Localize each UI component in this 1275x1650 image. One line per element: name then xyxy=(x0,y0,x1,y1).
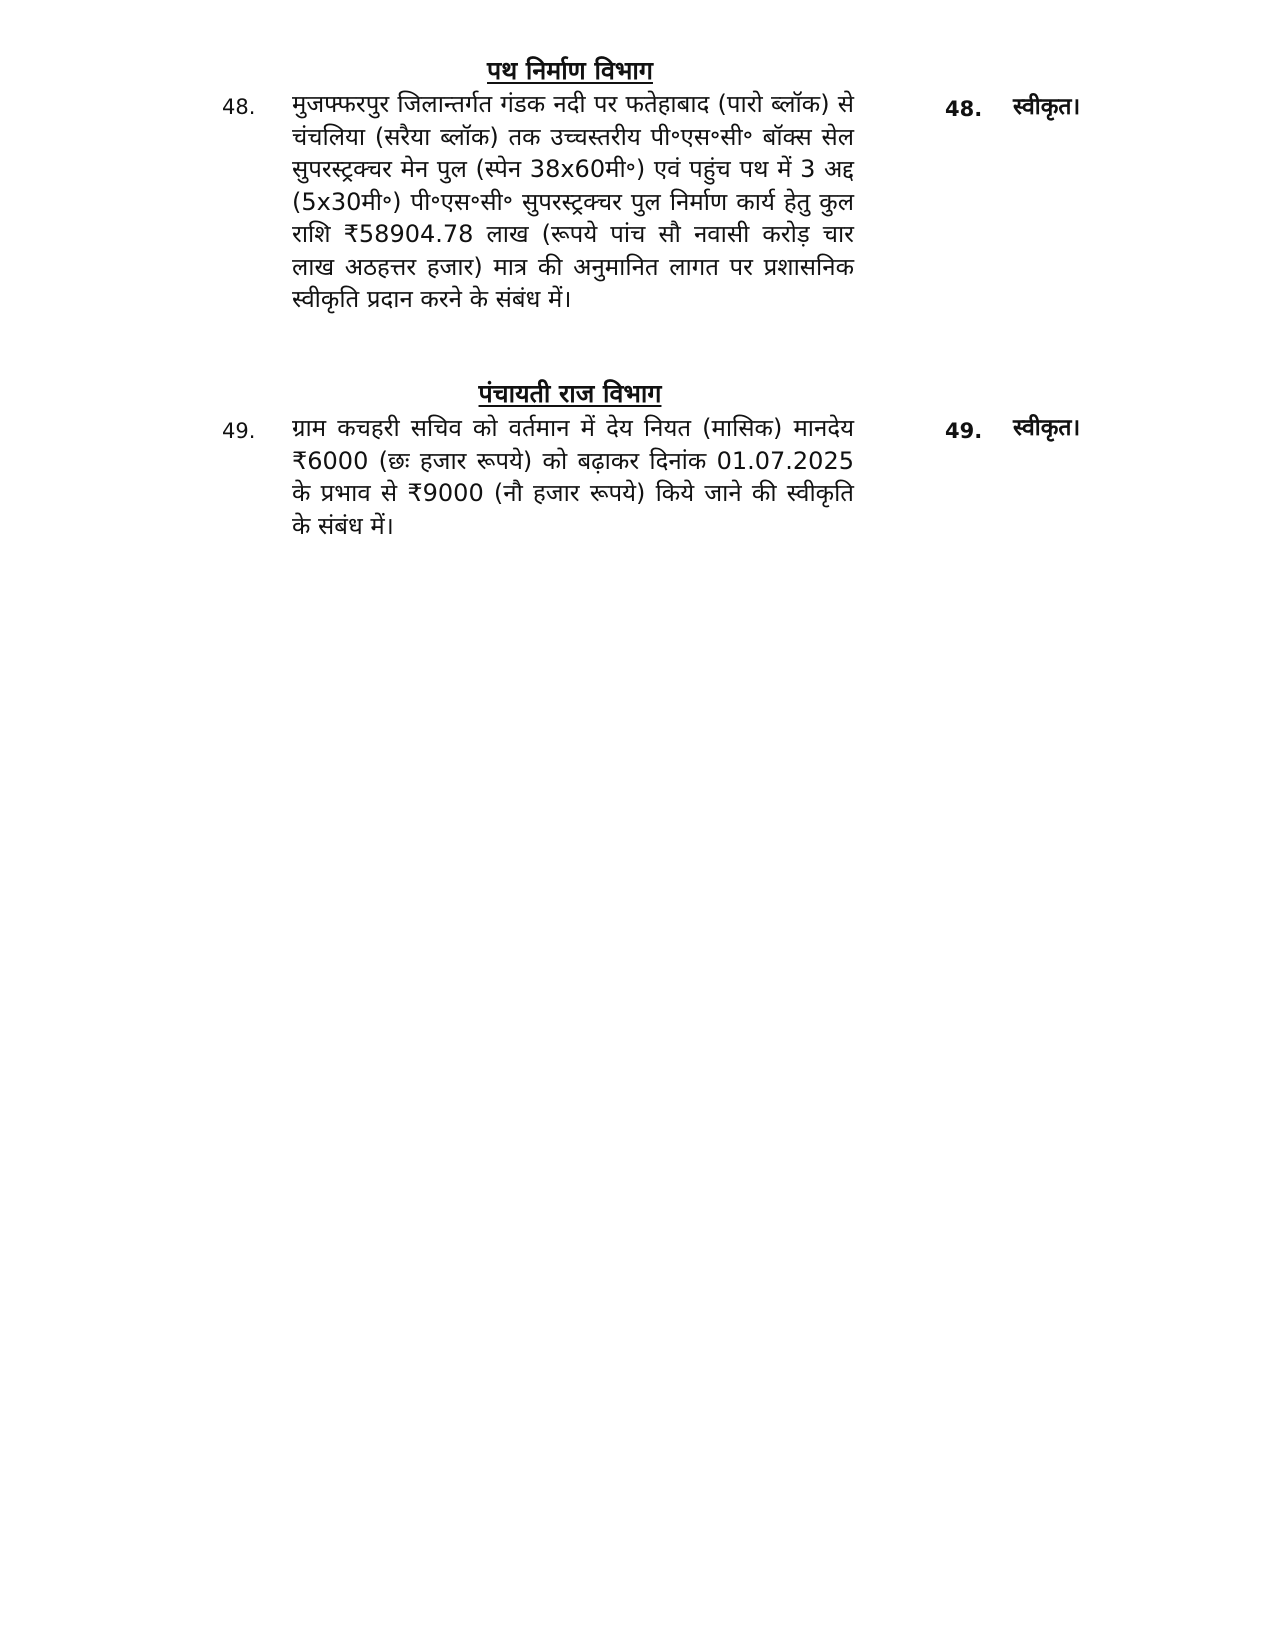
decision-number: 48. xyxy=(945,97,983,121)
decision-status: स्वीकृत। xyxy=(1013,94,1081,120)
item-number: 48. xyxy=(222,95,256,119)
department-heading: पथ निर्माण विभाग xyxy=(487,56,653,85)
decision-status: स्वीकृत। xyxy=(1013,415,1081,441)
item-description: ग्राम कचहरी सचिव को वर्तमान में देय नियत (मासिक) मानदेय ₹6000 (छः हजार रूपये) को बढ़ाकर दिनांक 01.07.2025 के प्रभाव से ₹9000 (नौ हजार रूपये) किये जाने की स्वीकृति के संबंध में। xyxy=(292,414,854,540)
decision-number: 49. xyxy=(945,419,983,443)
item-number: 49. xyxy=(222,419,256,443)
department-heading: पंचायती राज विभाग xyxy=(478,379,662,408)
item-description: मुजफ्फरपुर जिलान्तर्गत गंडक नदी पर फतेहाबाद (पारो ब्लॉक) से चंचलिया (सरैया ब्लॉक) तक उच्चस्तरीय पी॰एस॰सी॰ बॉक्स सेल सुपरस्ट्रक्चर मेन पुल (स्पेन 38x60मी॰) एवं पहुंच पथ में 3 अद्द (5x30मी॰) पी॰एस॰सी॰ सुपरस्ट्रक्चर पुल निर्माण कार्य हेतु कुल राशि ₹58904.78 लाख (रूपये पांच सौ नवासी करोड़ चार लाख अठहत्तर हजार) मात्र की अनुमानित लागत पर प्रशासनिक स्वीकृति प्रदान करने के संबंध में। xyxy=(292,90,854,313)
